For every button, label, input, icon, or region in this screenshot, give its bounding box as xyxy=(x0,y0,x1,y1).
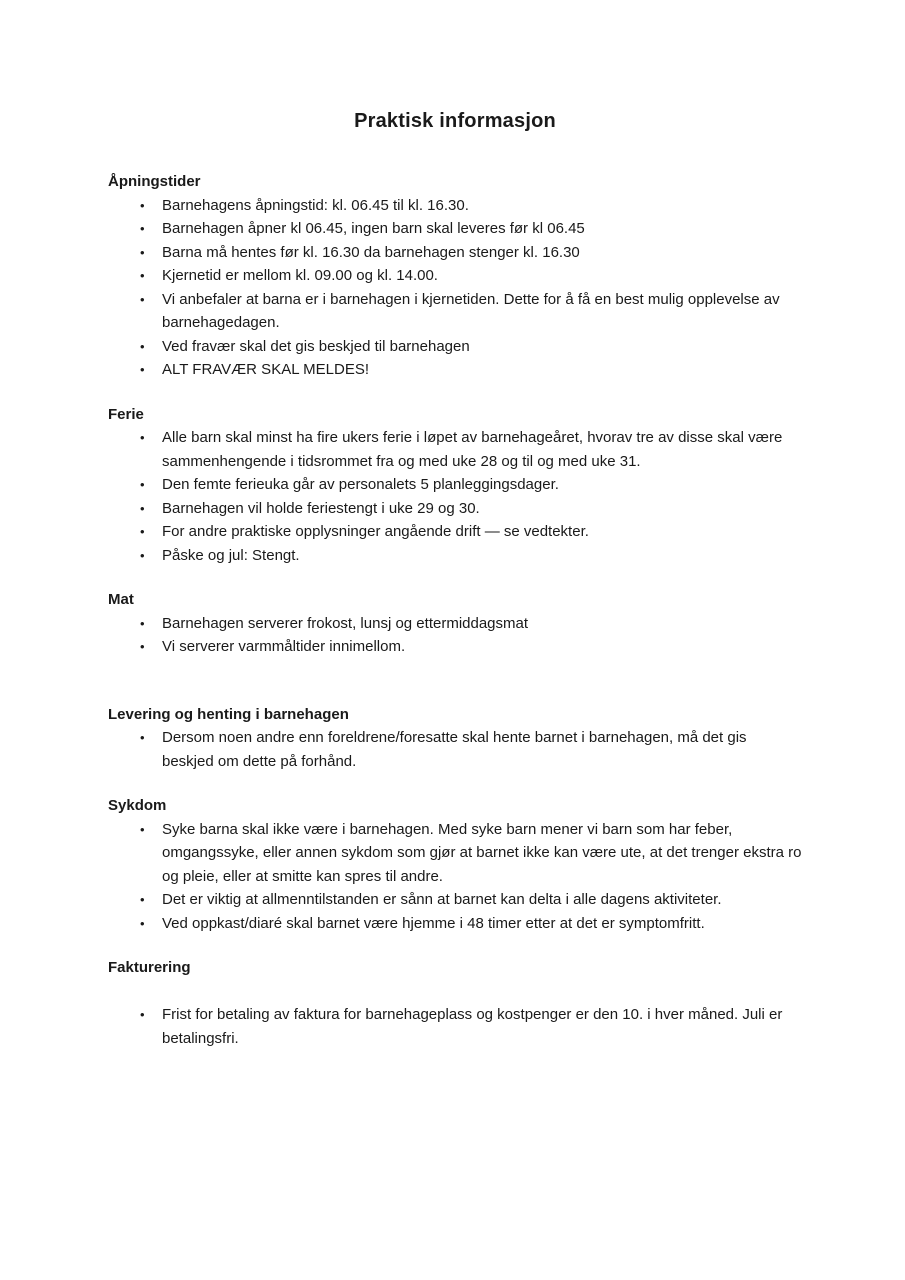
bullet-icon: • xyxy=(140,639,145,654)
list-item xyxy=(108,194,802,218)
list-item xyxy=(108,426,802,473)
bullet-text: Barnehagen vil holde feriestengt i uke 29 og 30. xyxy=(162,499,480,517)
bullet-icon: • xyxy=(140,524,145,539)
bullet-icon: • xyxy=(140,730,145,745)
list-item xyxy=(108,288,802,335)
bullet-text: Vi serverer varmmåltider innimellom. xyxy=(162,638,406,655)
bullet-icon: • xyxy=(140,477,145,492)
bullet-list xyxy=(108,1003,802,1050)
bullet-list xyxy=(108,426,802,567)
bullet-text: ALT FRAVÆR SKAL MELDES! xyxy=(162,361,370,378)
bullet-icon: • xyxy=(140,268,145,283)
bullet-text: Kjernetid er mellom kl. 09.00 og kl. 14.00. xyxy=(162,267,438,284)
bullet-icon: • xyxy=(140,615,145,631)
bullet-text: Syke barna skal ikke være i barnehagen. Med syke barn mener vi barn som har feber, omgangssyke, eller annen sykdom som gjør at barnet ikke kan være ute, at det trenger ekstra ro og pleie, eller at smitte kan spres til andre. xyxy=(162,820,802,885)
list-item xyxy=(108,358,802,382)
list-item xyxy=(108,612,802,636)
section-ferie xyxy=(108,403,802,568)
list-item xyxy=(108,818,802,889)
section-levering-og-henting xyxy=(108,703,802,774)
section-heading: Ferie xyxy=(108,405,144,423)
section-heading: Mat xyxy=(108,591,134,608)
bullet-icon: • xyxy=(140,892,145,907)
bullet-text: Vi anbefaler at barna er i barnehagen i kjernetiden. Dette for å få en best mulig opplevelse av barnehagedagen. xyxy=(162,290,780,331)
bullet-text: Påske og jul: Stengt. xyxy=(162,546,300,564)
section-mat xyxy=(108,588,802,659)
section-heading: Sykdom xyxy=(108,797,167,814)
list-item xyxy=(108,473,802,497)
bullet-text: For andre praktiske opplysninger angående drift — se vedtekter. xyxy=(162,523,589,540)
bullet-text: Frist for betaling av faktura for barnehageplass og kostpenger er den 10. i hver måned. Juli er betalingsfri. xyxy=(162,1006,783,1047)
bullet-icon: • xyxy=(140,915,145,931)
list-item xyxy=(108,1003,802,1050)
list-item xyxy=(108,497,802,521)
list-item xyxy=(108,217,802,241)
list-item xyxy=(108,335,802,359)
bullet-text: Barna må hentes før kl. 16.30 da barnehagen stenger kl. 16.30 xyxy=(162,243,580,261)
list-item xyxy=(108,912,802,936)
list-item xyxy=(108,264,802,288)
section-heading: Fakturering xyxy=(108,959,191,976)
bullet-icon: • xyxy=(140,821,145,837)
bullet-text: Alle barn skal minst ha fire ukers ferie i løpet av barnehageåret, hvorav tre av disse skal være sammenhengende i tidsrommet fra og med uke 28 og til og med uke 31. xyxy=(162,429,783,470)
list-item xyxy=(108,726,802,773)
list-item xyxy=(108,888,802,912)
bullet-icon: • xyxy=(140,291,145,307)
page-title: Praktisk informasjon xyxy=(354,110,556,132)
bullet-icon: • xyxy=(140,362,145,377)
bullet-icon: • xyxy=(140,547,145,563)
bullet-text: Den femte ferieuka går av personalets 5 planleggingsdager. xyxy=(162,476,559,493)
bullet-icon: • xyxy=(140,430,145,445)
bullet-icon: • xyxy=(140,197,145,213)
section-fakturering xyxy=(108,956,802,1050)
bullet-list xyxy=(108,726,802,773)
bullet-text: Barnehagen åpner kl 06.45, ingen barn skal leveres før kl 06.45 xyxy=(162,220,585,237)
section-heading: Åpningstider xyxy=(108,173,201,190)
bullet-list xyxy=(108,612,802,659)
document-content xyxy=(108,0,802,1050)
bullet-text: Barnehagens åpningstid: kl. 06.45 til kl. 16.30. xyxy=(162,196,469,214)
list-item xyxy=(108,241,802,265)
bullet-icon: • xyxy=(140,500,145,516)
bullet-icon: • xyxy=(140,221,145,236)
bullet-text: Det er viktig at allmenntilstanden er sånn at barnet kan delta i alle dagens aktiviteter. xyxy=(162,891,722,908)
bullet-icon: • xyxy=(140,1007,145,1022)
list-item xyxy=(108,544,802,568)
bullet-text: Barnehagen serverer frokost, lunsj og ettermiddagsmat xyxy=(162,614,529,632)
list-item xyxy=(108,635,802,659)
bullet-icon: • xyxy=(140,338,145,354)
section-apningstider xyxy=(108,170,802,382)
bullet-icon: • xyxy=(140,244,145,260)
section-sykdom xyxy=(108,794,802,935)
section-heading: Levering og henting i barnehagen xyxy=(108,705,349,723)
bullet-list xyxy=(108,194,802,382)
bullet-text: Ved fravær skal det gis beskjed til barnehagen xyxy=(162,337,470,355)
list-item xyxy=(108,520,802,544)
bullet-list xyxy=(108,818,802,936)
bullet-text: Dersom noen andre enn foreldrene/foresatte skal hente barnet i barnehagen, må det gis beskjed om dette på forhånd. xyxy=(162,729,747,770)
bullet-text: Ved oppkast/diaré skal barnet være hjemme i 48 timer etter at det er symptomfritt. xyxy=(162,914,705,932)
